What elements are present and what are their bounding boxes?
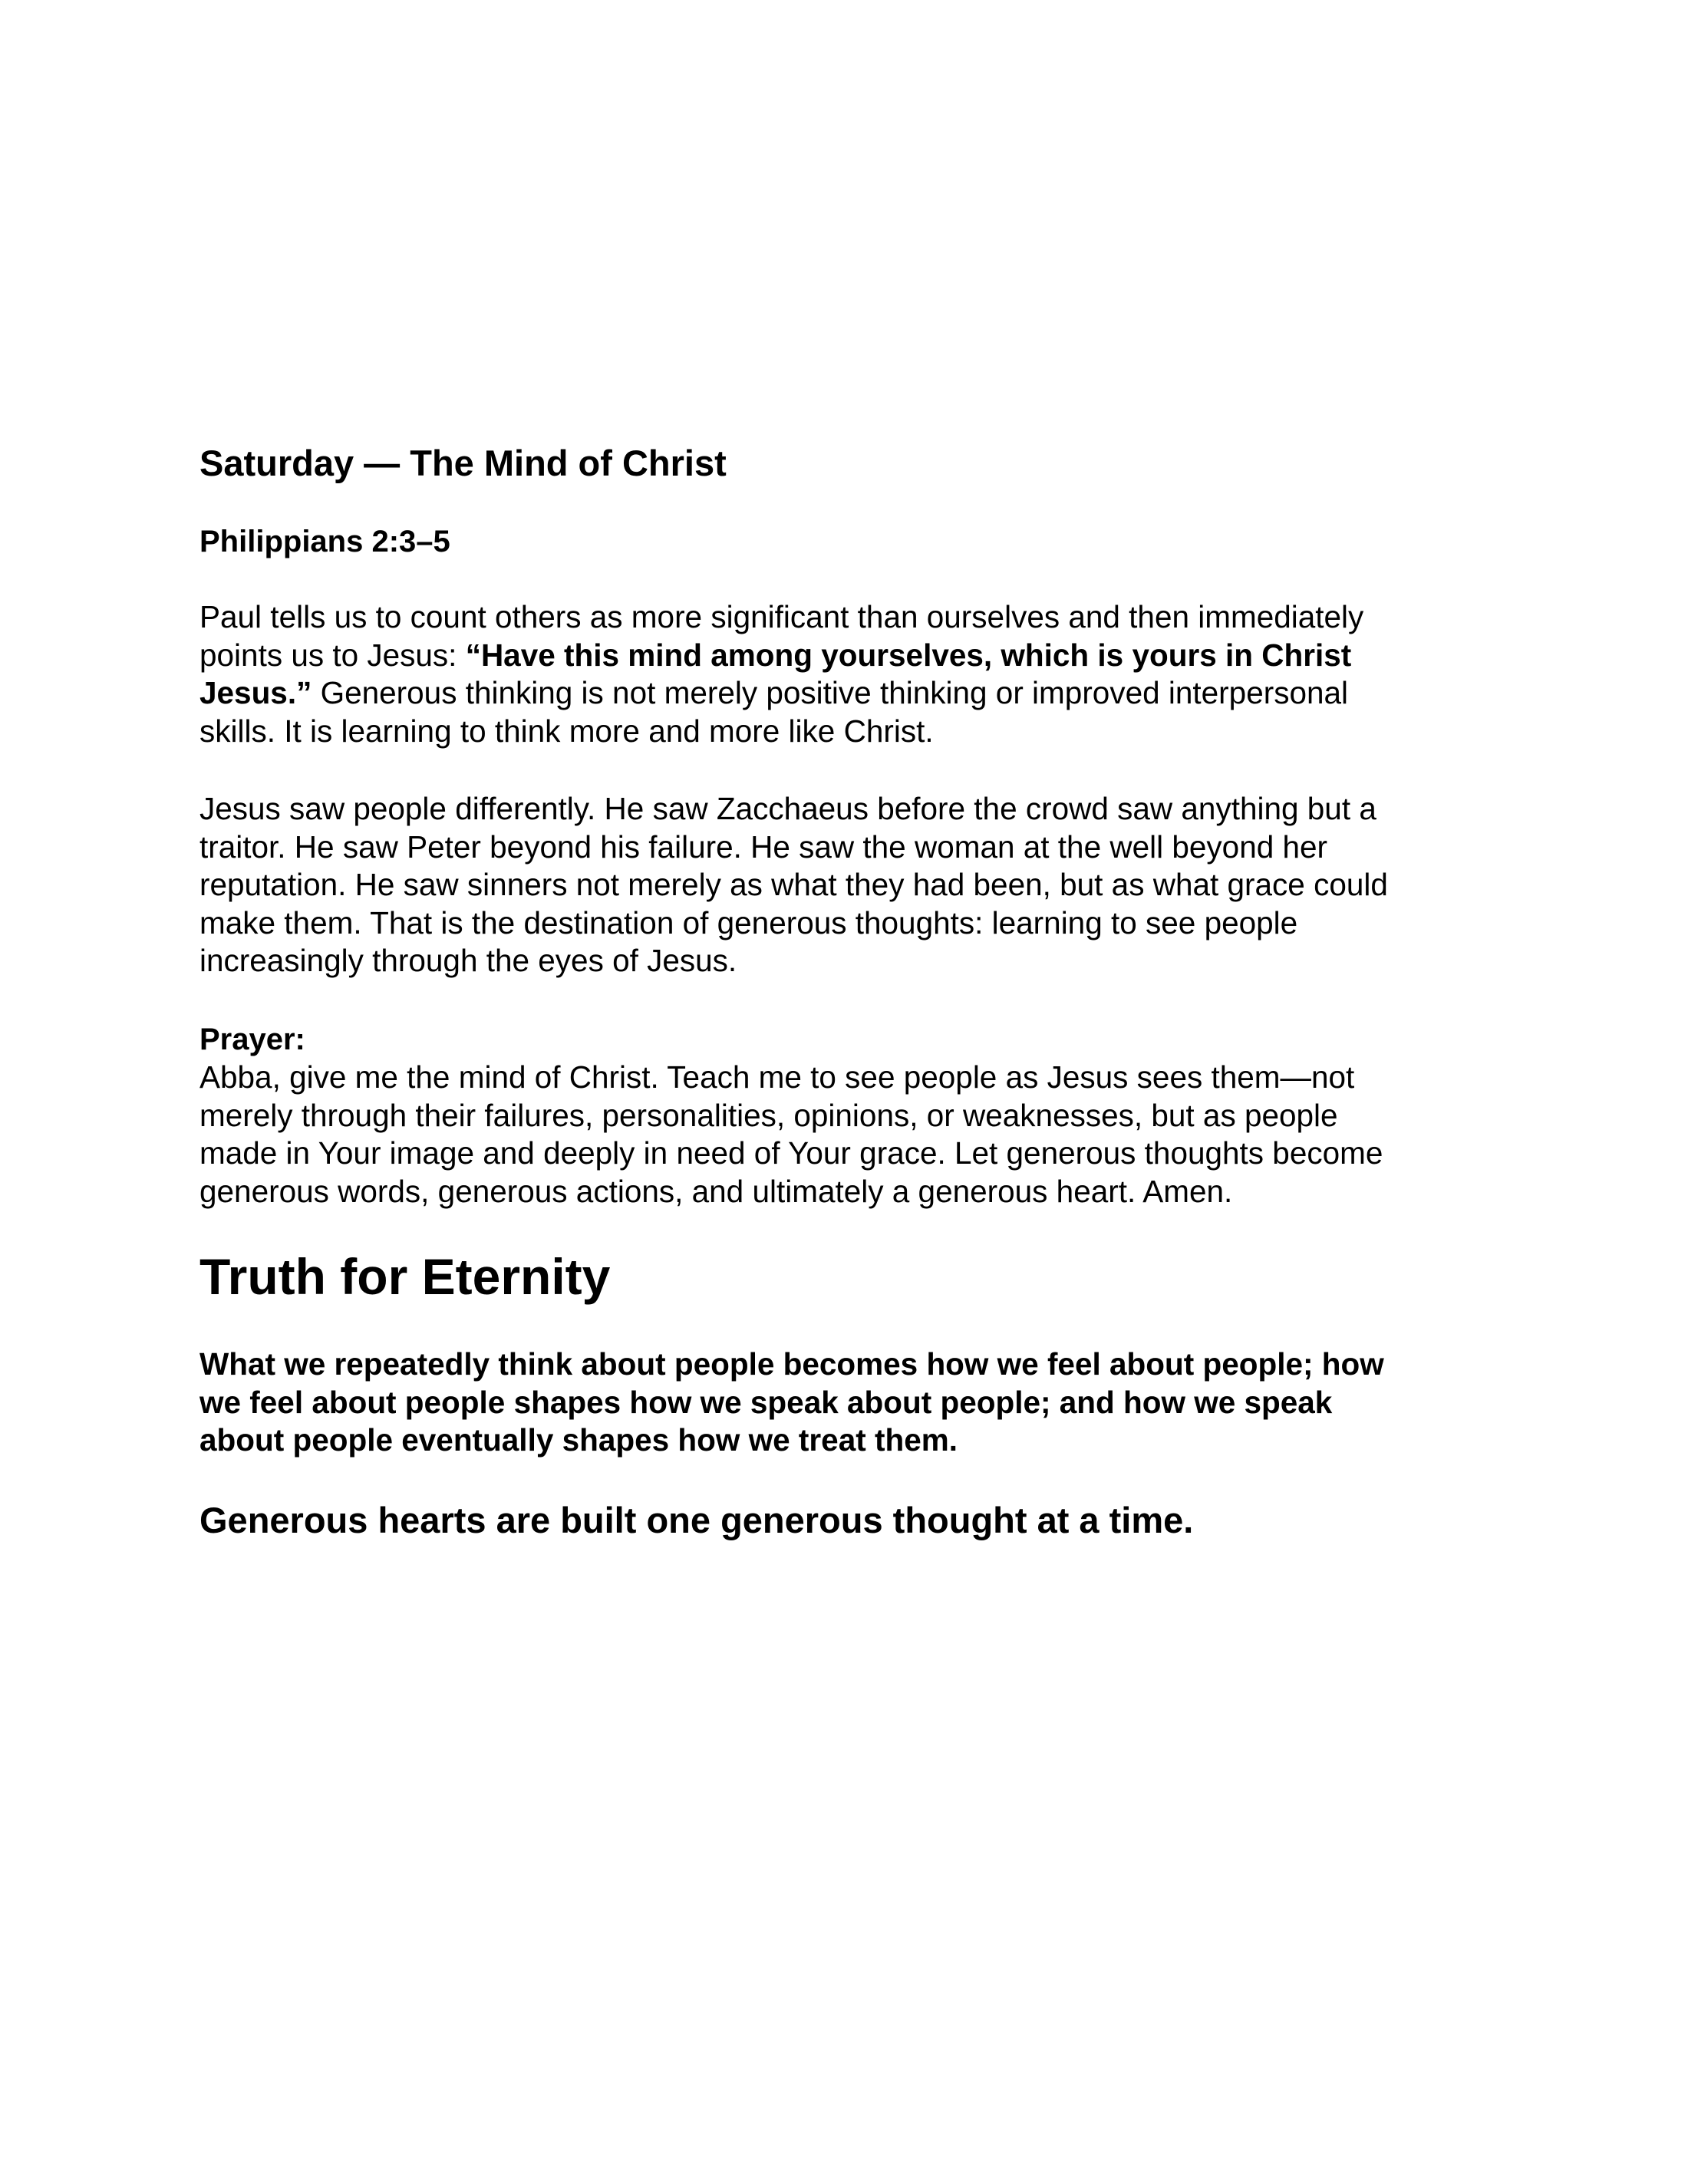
scripture-quote: “Have this mind among yourselves, which is yours in Christ [465,637,1352,673]
day-heading: Saturday — The Mind of Christ [199,443,727,483]
truth-line: we feel about people shapes how we speak about people; and how we speak [199,1384,1333,1420]
paragraph-line: make them. That is the destination of generous thoughts: learning to see people [199,904,1298,940]
prayer-line: merely through their failures, personalities, opinions, or weaknesses, but as people [199,1097,1338,1133]
paragraph-line: reputation. He saw sinners not merely as what they had been, but as what grace could [199,867,1388,903]
prayer-text [199,1059,1489,1211]
paragraph-line: skills. It is learning to think more and more like Christ. [199,713,934,749]
truth-line: What we repeatedly think about people becomes how we feel about people; how [199,1346,1384,1382]
section-title: Truth for Eternity [199,1248,611,1305]
paragraph-intro [199,598,1489,750]
paragraph-line [199,674,1489,713]
paragraph-line [199,637,1489,675]
paragraph-text: Generous thinking is not merely positive thinking or improved interpersonal [312,675,1349,711]
prayer-line: made in Your image and deeply in need of Your grace. Let generous thoughts become [199,1135,1383,1171]
paragraph-text: points us to Jesus: [199,637,466,673]
paragraph-line: Jesus saw people differently. He saw Zacchaeus before the crowd saw anything but a [199,791,1376,826]
paragraph-line: increasingly through the eyes of Jesus. [199,943,737,979]
truth-statement [199,1346,1489,1460]
prayer-line: Abba, give me the mind of Christ. Teach me to see people as Jesus sees them—not [199,1059,1355,1095]
prayer-line: generous words, generous actions, and ultimately a generous heart. Amen. [199,1173,1233,1209]
scripture-reference: Philippians 2:3–5 [199,525,450,558]
scripture-quote: Jesus.” [199,675,312,711]
closing-line: Generous hearts are built one generous thought at a time. [199,1500,1194,1540]
prayer-label: Prayer: [199,1023,305,1056]
paragraph-line: traitor. He saw Peter beyond his failure. He saw the woman at the well beyond her [199,828,1328,865]
paragraph-line: Paul tells us to count others as more significant than ourselves and then immediately [199,599,1364,634]
truth-line: about people eventually shapes how we treat them. [199,1422,958,1458]
paragraph-jesus-saw [199,790,1489,980]
